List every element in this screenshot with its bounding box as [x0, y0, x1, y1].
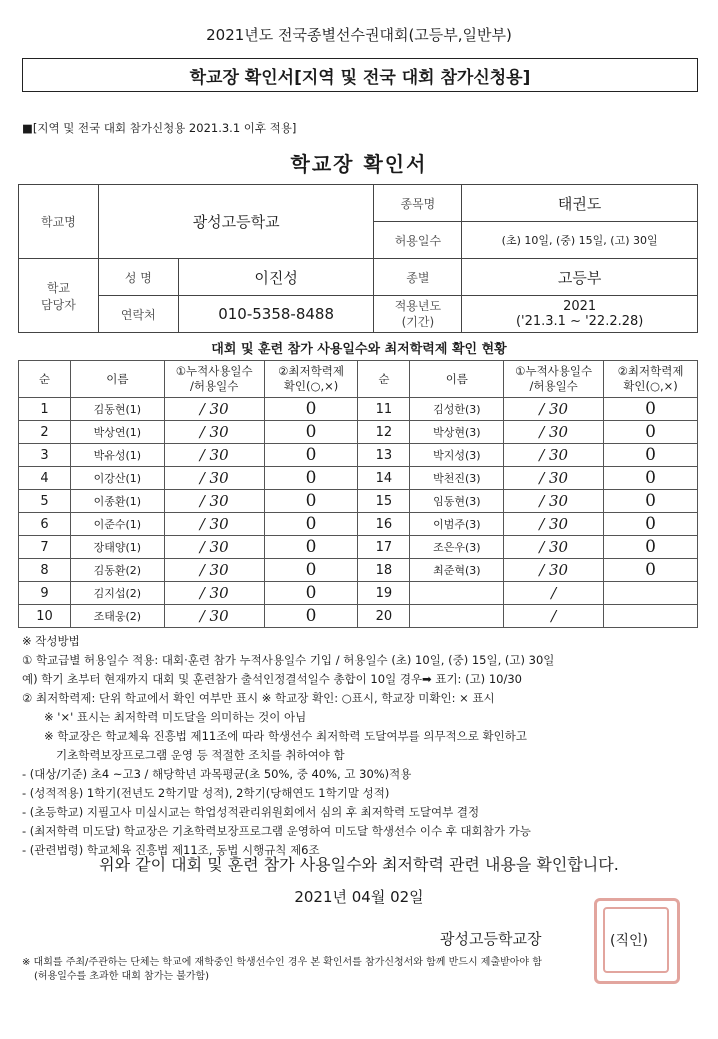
min-academic-check: 0 [604, 490, 698, 513]
athlete-name: 박상연(1) [70, 421, 164, 444]
row-no: 17 [358, 536, 410, 559]
row-no: 18 [358, 559, 410, 582]
used-days: / 30 [504, 559, 604, 582]
min-academic-check: 0 [604, 513, 698, 536]
usage-table-title: 대회 및 훈련 참가 사용일수와 최저학력제 확인 현황 [211, 342, 507, 357]
min-academic-check: 0 [264, 490, 358, 513]
athlete-name [410, 582, 504, 605]
row-no: 11 [358, 398, 410, 421]
school-value: 광성고등학교 [98, 185, 374, 259]
athlete-name: 이강산(1) [70, 467, 164, 490]
table-row [19, 421, 698, 444]
form-title: 학교장 확인서[지역 및 전국 대회 참가신청용] [22, 58, 698, 92]
competition-title: 2021년도 전국종별선수권대회(고등부,일반부) [206, 26, 512, 44]
athlete-name: 이범주(3) [410, 513, 504, 536]
header-name: 이름 [410, 361, 504, 398]
header-confirm: ②최저학력제 확인(○,×) [264, 361, 358, 398]
footer-line: ※ 대회를 주최/주관하는 단체는 학교에 재학중인 학생선수인 경우 본 확인서를 참가신청서와 함께 반드시 제출받아야 함 [22, 957, 542, 968]
row-no: 10 [19, 605, 71, 628]
used-days: / 30 [504, 513, 604, 536]
period-label: 적용년도 (기간) [374, 296, 462, 333]
row-no: 13 [358, 444, 410, 467]
row-no: 9 [19, 582, 71, 605]
athlete-name: 박상현(3) [410, 421, 504, 444]
used-days: / 30 [164, 467, 264, 490]
used-days: / 30 [164, 605, 264, 628]
athlete-name: 김동환(2) [70, 559, 164, 582]
name-value: 이진성 [178, 259, 374, 296]
apply-note: ■[지역 및 전국 대회 참가신청용 2021.3.1 이후 적용] [22, 121, 297, 135]
table-row [19, 605, 698, 628]
confirmation-statement: 위와 같이 대회 및 훈련 참가 사용일수와 최저학력 관련 내용을 확인합니다. [99, 855, 619, 874]
athlete-name: 이준수(1) [70, 513, 164, 536]
table-row [19, 559, 698, 582]
min-academic-check [604, 605, 698, 628]
min-academic-check: 0 [604, 421, 698, 444]
table-row [19, 513, 698, 536]
table-row [19, 467, 698, 490]
event-value: 태권도 [462, 185, 698, 222]
used-days: / 30 [164, 536, 264, 559]
used-days: / 30 [164, 398, 264, 421]
row-no: 16 [358, 513, 410, 536]
used-days: / 30 [164, 513, 264, 536]
athlete-name: 박천진(3) [410, 467, 504, 490]
used-days: / 30 [504, 421, 604, 444]
used-days: / 30 [164, 582, 264, 605]
athlete-usage-table [18, 360, 698, 628]
used-days: / [504, 605, 604, 628]
used-days: / 30 [164, 421, 264, 444]
athlete-name: 조태웅(2) [70, 605, 164, 628]
row-no: 4 [19, 467, 71, 490]
used-days: / 30 [504, 467, 604, 490]
athlete-name: 김지섭(2) [70, 582, 164, 605]
used-days: / 30 [164, 444, 264, 467]
used-days: / 30 [504, 444, 604, 467]
row-no: 15 [358, 490, 410, 513]
division-value: 고등부 [462, 259, 698, 296]
manager-label: 학교 담당자 [19, 259, 99, 333]
min-academic-check: 0 [264, 582, 358, 605]
allowed-days-value: (초) 10일, (중) 15일, (고) 30일 [462, 222, 698, 259]
athlete-name: 김동현(1) [70, 398, 164, 421]
table-row [19, 398, 698, 421]
instruction-line: ※ 학교장은 학교체육 진흥법 제11조에 따라 학생선수 최저학력 도달여부를 의무적으로 확인하고 [44, 729, 527, 743]
used-days: / [504, 582, 604, 605]
header-days: ①누적사용일수 /허용일수 [504, 361, 604, 398]
min-academic-check: 0 [264, 605, 358, 628]
athlete-name: 최준혁(3) [410, 559, 504, 582]
instruction-line: 기초학력보장프로그램 운영 등 적절한 조치를 취하여야 함 [56, 748, 345, 762]
header-no: 순 [358, 361, 410, 398]
row-no: 5 [19, 490, 71, 513]
min-academic-check: 0 [604, 536, 698, 559]
instruction-line: ※ '×' 표시는 최저학력 미도달을 의미하는 것이 아님 [44, 710, 307, 724]
seal-label: (직인) [610, 933, 648, 949]
row-no: 1 [19, 398, 71, 421]
instruction-line: ① 학교급별 허용일수 적용: 대회·훈련 참가 누적사용일수 기입 / 허용일수 (초) 10일, (중) 15일, (고) 30일 [22, 653, 555, 667]
issue-date: 2021년 04월 02일 [294, 888, 424, 906]
min-academic-check: 0 [604, 444, 698, 467]
instruction-line: 예) 학기 초부터 현재까지 대회 및 훈련참가 출석인정결석일수 총합이 10일 경우➡ 표기: (고) 10/30 [22, 672, 522, 686]
table-row [19, 536, 698, 559]
footer-line: (허용일수를 초과한 대회 참가는 불가함) [34, 971, 210, 982]
min-academic-check: 0 [264, 513, 358, 536]
period-range: ('21.3.1 ~ '22.2.28) [515, 314, 644, 329]
school-label: 학교명 [19, 185, 99, 259]
signer-name: 광성고등학교장 [440, 930, 542, 948]
min-academic-check: 0 [604, 559, 698, 582]
instructions [22, 632, 702, 860]
athlete-name: 박유성(1) [70, 444, 164, 467]
min-academic-check: 0 [264, 559, 358, 582]
instruction-line: - (관련법령) 학교체육 진흥법 제11조, 동법 시행규칙 제6조 [22, 843, 320, 857]
row-no: 7 [19, 536, 71, 559]
row-no: 3 [19, 444, 71, 467]
used-days: / 30 [164, 490, 264, 513]
athlete-name: 김성한(3) [410, 398, 504, 421]
min-academic-check: 0 [604, 398, 698, 421]
row-no: 12 [358, 421, 410, 444]
min-academic-check: 0 [264, 444, 358, 467]
athlete-name: 조은우(3) [410, 536, 504, 559]
name-label: 성 명 [98, 259, 178, 296]
min-academic-check: 0 [264, 421, 358, 444]
min-academic-check: 0 [264, 467, 358, 490]
row-no: 20 [358, 605, 410, 628]
header-name: 이름 [70, 361, 164, 398]
header-no: 순 [19, 361, 71, 398]
instruction-line: - (최저학력 미도달) 학교장은 기초학력보장프로그램 운영하여 미도달 학생선수 이수 후 대회참가 가능 [22, 824, 531, 838]
min-academic-check: 0 [264, 536, 358, 559]
used-days: / 30 [504, 536, 604, 559]
header-days: ①누적사용일수 /허용일수 [164, 361, 264, 398]
row-no: 19 [358, 582, 410, 605]
min-academic-check [604, 582, 698, 605]
used-days: / 30 [164, 559, 264, 582]
period-year: 2021 [563, 299, 597, 314]
athlete-name: 임동현(3) [410, 490, 504, 513]
row-no: 14 [358, 467, 410, 490]
row-no: 2 [19, 421, 71, 444]
row-no: 8 [19, 559, 71, 582]
instruction-line: - (초등학교) 지필고사 미실시교는 학업성적관리위원회에서 심의 후 최저학력 도달여부 결정 [22, 805, 480, 819]
instruction-line: - (대상/기준) 초4 ~고3 / 해당학년 과목평균(초 50%, 중 40%, 고 30%)적용 [22, 767, 412, 781]
table-row [19, 490, 698, 513]
division-label: 종별 [374, 259, 462, 296]
contact-value: 010-5358-8488 [178, 296, 374, 333]
min-academic-check: 0 [264, 398, 358, 421]
period-value [462, 296, 698, 333]
instruction-line: ② 최저학력제: 단위 학교에서 확인 여부만 표시 ※ 학교장 확인: ○표시, 학교장 미확인: × 표시 [22, 691, 495, 705]
header-confirm: ②최저학력제 확인(○,×) [604, 361, 698, 398]
contact-label: 연락처 [98, 296, 178, 333]
min-academic-check: 0 [604, 467, 698, 490]
table-row [19, 582, 698, 605]
athlete-name: 장태양(1) [70, 536, 164, 559]
athlete-name: 이종환(1) [70, 490, 164, 513]
event-label: 종목명 [374, 185, 462, 222]
instruction-line: ※ 작성방법 [22, 634, 80, 648]
school-info-table [18, 184, 698, 333]
table-row [19, 444, 698, 467]
used-days: / 30 [504, 490, 604, 513]
footer-note [22, 956, 702, 984]
row-no: 6 [19, 513, 71, 536]
athlete-name: 박지성(3) [410, 444, 504, 467]
instruction-line: - (성적적용) 1학기(전년도 2학기말 성적), 2학기(당해연도 1학기말 성적) [22, 786, 390, 800]
athlete-name [410, 605, 504, 628]
used-days: / 30 [504, 398, 604, 421]
allowed-days-label: 허용일수 [374, 222, 462, 259]
document-title: 학교장 확인서 [290, 152, 428, 176]
